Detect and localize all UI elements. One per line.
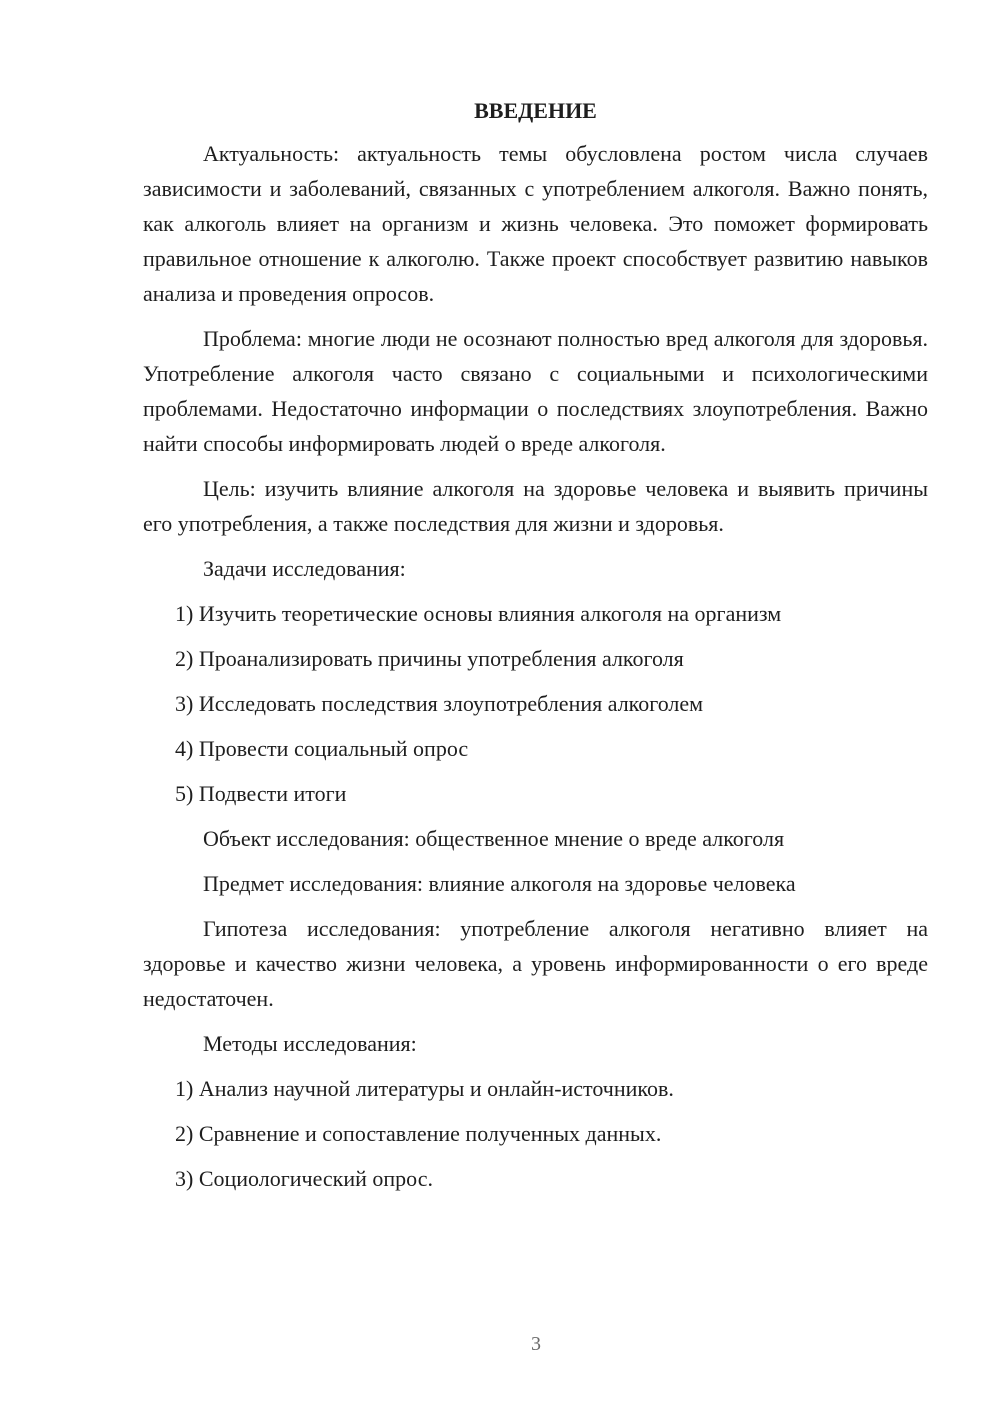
list-item: 3) Исследовать последствия злоупотребления алкоголем xyxy=(175,691,704,716)
list-item: 2) Проанализировать причины употребления алкоголя xyxy=(175,646,684,671)
tasks-heading: Задачи исследования: xyxy=(203,556,406,581)
methods-list xyxy=(143,1071,928,1196)
list-item: 2) Сравнение и сопоставление полученных данных. xyxy=(175,1121,662,1146)
list-item: 3) Социологический опрос. xyxy=(175,1166,433,1191)
list-item: 1) Изучить теоретические основы влияния алкоголя на организм xyxy=(175,601,782,626)
list-item: 5) Подвести итоги xyxy=(175,781,347,806)
page-number: 3 xyxy=(531,1333,541,1355)
methods-heading: Методы исследования: xyxy=(203,1031,417,1056)
document-page xyxy=(143,96,928,1206)
problem-paragraph: Проблема: многие люди не осознают полностью вред алкоголя для здоровья. Употребление алкоголя часто связано с социальными и психологическими проблемами. Недостаточно информации о последствиях злоупотребления. Важно найти способы информировать людей о вреде алкоголя. xyxy=(143,326,928,456)
tasks-list xyxy=(143,596,928,811)
hypothesis-paragraph: Гипотеза исследования: употребление алкоголя негативно влияет на здоровье и качество жизни человека, а уровень информированности о его вреде недостаточен. xyxy=(143,916,928,1011)
subject-paragraph: Предмет исследования: влияние алкоголя на здоровье человека xyxy=(203,871,796,896)
section-title: ВВЕДЕНИЕ xyxy=(474,98,597,123)
list-item: 1) Анализ научной литературы и онлайн-источников. xyxy=(175,1076,674,1101)
list-item: 4) Провести социальный опрос xyxy=(175,736,469,761)
relevance-paragraph: Актуальность: актуальность темы обусловлена ростом числа случаев зависимости и заболеваний, связанных с употреблением алкоголя. Важно понять, как алкоголь влияет на организм и жизнь человека. Это поможет формировать правильное отношение к алкоголю. Также проект способствует развитию навыков анализа и проведения опросов. xyxy=(143,141,928,306)
object-paragraph: Объект исследования: общественное мнение о вреде алкоголя xyxy=(203,826,785,851)
goal-paragraph: Цель: изучить влияние алкоголя на здоровье человека и выявить причины его употребления, а также последствия для жизни и здоровья. xyxy=(143,476,928,536)
